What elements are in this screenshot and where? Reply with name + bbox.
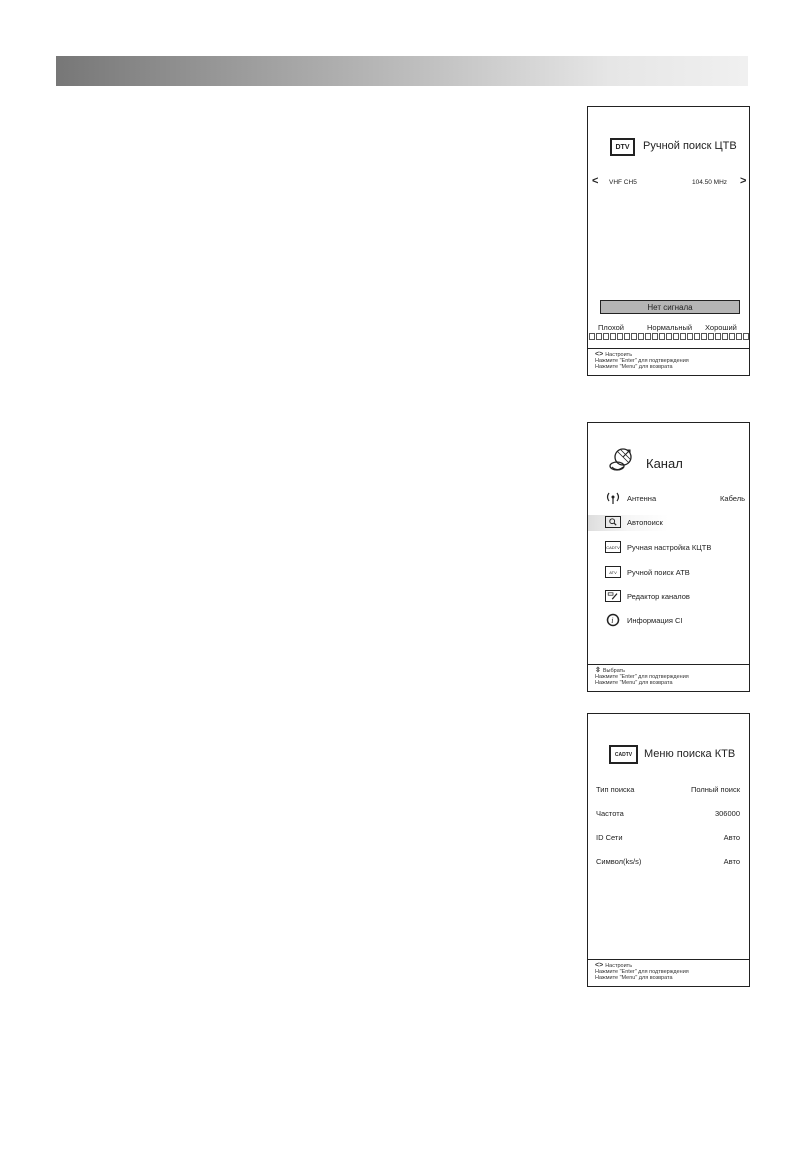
setting-row-symbol-rate[interactable] xyxy=(596,857,740,866)
left-right-arrows-icon: <> xyxy=(595,962,604,969)
signal-meter-segment xyxy=(617,333,623,340)
menu-item-antenna[interactable] xyxy=(588,491,749,507)
menu-item-autosearch[interactable] xyxy=(588,515,749,531)
quality-label-bad: Плохой xyxy=(598,323,624,332)
signal-meter-segment xyxy=(701,333,707,340)
signal-meter-segment xyxy=(722,333,728,340)
signal-meter-segment xyxy=(659,333,665,340)
signal-meter-segment xyxy=(596,333,602,340)
signal-meter-segment xyxy=(603,333,609,340)
signal-status-bar: Нет сигнала xyxy=(600,300,740,314)
menu-hint: Нажмите "Menu" для возврата xyxy=(595,975,673,981)
cadtv-logo-icon: CADTV xyxy=(609,745,638,764)
setting-label: Символ(ks/s) xyxy=(596,857,642,866)
quality-label-normal: Нормальный xyxy=(647,323,693,332)
arrow-right-icon[interactable]: > xyxy=(740,175,747,187)
help-footer xyxy=(588,664,749,691)
menu-item-channel-editor[interactable] xyxy=(588,589,749,605)
signal-meter-segment xyxy=(624,333,630,340)
signal-meter-segment xyxy=(680,333,686,340)
signal-meter-segment xyxy=(645,333,651,340)
header-gradient-bar xyxy=(56,56,748,86)
quality-label-good: Хороший xyxy=(705,323,737,332)
channel-menu-screen xyxy=(587,422,750,692)
signal-meter-segment xyxy=(610,333,616,340)
cadtv-icon: CADTV xyxy=(605,541,621,553)
signal-meter-segment xyxy=(652,333,658,340)
catv-search-menu-screen xyxy=(587,713,750,987)
signal-meter-segment xyxy=(638,333,644,340)
menu-item-value: Кабель xyxy=(720,494,745,503)
setting-label: Частота xyxy=(596,809,624,818)
antenna-icon xyxy=(606,492,620,505)
editor-icon xyxy=(605,590,621,602)
nav-label: Настроить xyxy=(605,352,633,358)
magnifier-icon xyxy=(605,516,621,528)
setting-value: Авто xyxy=(723,857,740,866)
signal-meter-segment xyxy=(708,333,714,340)
dtv-manual-search-screen xyxy=(587,106,750,376)
ci-info-icon xyxy=(606,613,620,627)
up-down-arrows-icon: ⇳ xyxy=(595,667,601,674)
setting-label: Тип поиска xyxy=(596,785,635,794)
arrow-left-icon[interactable]: < xyxy=(592,175,599,187)
menu-item-label: Редактор каналов xyxy=(627,592,690,601)
menu-item-ci-info[interactable] xyxy=(588,613,749,629)
signal-meter-segment xyxy=(729,333,735,340)
menu-item-label: Ручная настройка КЦТВ xyxy=(627,543,712,552)
signal-meter-segment xyxy=(631,333,637,340)
svg-text:i: i xyxy=(611,616,614,625)
setting-value: Полный поиск xyxy=(690,785,740,794)
setting-value: 306000 xyxy=(714,809,740,818)
signal-meter-segment xyxy=(589,333,595,340)
menu-item-label: Антенна xyxy=(627,494,657,503)
signal-meter xyxy=(589,333,749,340)
menu-hint: Нажмите "Menu" для возврата xyxy=(595,364,673,370)
signal-meter-segment xyxy=(715,333,721,340)
left-right-arrows-icon: <> xyxy=(595,351,604,358)
enter-hint: Нажмите "Enter" для подтверждения xyxy=(595,358,689,364)
satellite-dish-icon xyxy=(608,445,636,473)
screen-title: Ручной поиск ЦТВ xyxy=(643,140,737,152)
signal-meter-segment xyxy=(687,333,693,340)
nav-label: Настроить xyxy=(605,963,633,969)
setting-row-search-type[interactable] xyxy=(596,785,740,794)
signal-meter-segment xyxy=(694,333,700,340)
menu-hint: Нажмите "Menu" для возврата xyxy=(595,680,673,686)
setting-label: ID Сети xyxy=(596,833,623,842)
dtv-logo-icon: DTV xyxy=(610,138,635,156)
setting-row-network-id[interactable] xyxy=(596,833,740,842)
help-footer xyxy=(588,959,749,986)
channel-value[interactable]: VHF CH5 xyxy=(609,179,637,186)
signal-meter-segment xyxy=(736,333,742,340)
atv-icon: ATV xyxy=(605,566,621,578)
enter-hint: Нажмите "Enter" для подтверждения xyxy=(595,674,689,680)
frequency-value: 104.50 MHz xyxy=(692,179,728,186)
menu-item-label: Информация CI xyxy=(627,616,683,625)
menu-item-cadtv-manual[interactable] xyxy=(588,540,749,556)
menu-item-label: Ручной поиск АТВ xyxy=(627,568,690,577)
menu-item-atv-manual[interactable] xyxy=(588,565,749,581)
setting-value: Авто xyxy=(723,833,740,842)
signal-meter-segment xyxy=(743,333,749,340)
signal-meter-segment xyxy=(673,333,679,340)
enter-hint: Нажмите "Enter" для подтверждения xyxy=(595,969,689,975)
screen-title: Меню поиска КТВ xyxy=(644,748,736,760)
setting-row-frequency[interactable] xyxy=(596,809,740,818)
screen-title: Канал xyxy=(646,456,683,471)
nav-label: Выбрать xyxy=(602,668,626,674)
signal-meter-segment xyxy=(666,333,672,340)
help-footer xyxy=(588,348,749,375)
menu-item-label: Автопоиск xyxy=(627,518,663,527)
